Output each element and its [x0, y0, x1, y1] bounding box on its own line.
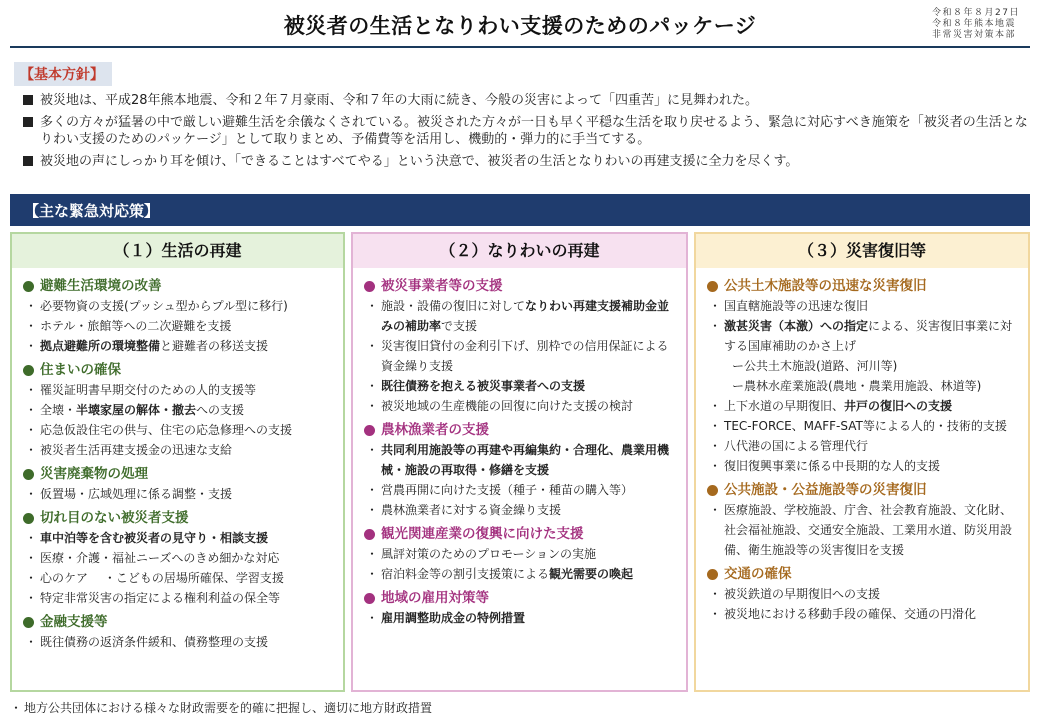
section-title: 交通の確保 [706, 564, 1020, 584]
list-item: ー農林水産業施設(農地・農業用施設、林道等) [732, 379, 982, 393]
policy-item: 被災地は、平成28年熊本地震、令和２年７月豪雨、令和７年の大雨に続き、今般の災害によって「四重苦」に見舞われた。 [22, 92, 1032, 109]
list-item: ー公共土木施設(道路、河川等) [732, 359, 898, 373]
list-item [706, 604, 1020, 624]
measure-section [22, 612, 335, 652]
emphasized-text: 観光需要の喚起 [549, 567, 634, 581]
section-title: 地域の雇用対策等 [363, 588, 678, 608]
list-item [363, 440, 678, 480]
item-text: 国直轄施設等の迅速な復旧 [724, 299, 869, 313]
basic-policy-list [22, 92, 1032, 175]
item-text: 施設・設備の復旧に対して [381, 299, 526, 313]
list-item [706, 296, 1020, 316]
measure-list [363, 440, 678, 520]
list-item [22, 588, 335, 608]
list-item [706, 396, 1020, 416]
measure-section [706, 564, 1020, 624]
column-body [696, 268, 1028, 624]
measure-section [363, 276, 678, 416]
policy-item: 被災地の声にしっかり耳を傾け、「できることはすべてやる」という決意で、被災者の生活となりわいの再建支援に全力を尽くす。 [22, 153, 1032, 170]
emphasized-text: なりわい再建支援補助金並みの補助率 [381, 299, 670, 333]
footnote: ・ 地方公共団体における様々な財政需要を的確に把握し、適切に地方財政措置 [24, 700, 432, 716]
item-text: 特定非常災害の指定による権利利益の保全等 [40, 591, 281, 605]
list-item [22, 568, 335, 588]
measure-section [22, 508, 335, 608]
list-item [363, 296, 678, 336]
list-item [363, 500, 678, 520]
item-text: 営農再開に向けた支援（種子・種苗の購入等） [381, 483, 634, 497]
measure-section [363, 420, 678, 520]
list-item [706, 436, 1020, 456]
item-text: 被災鉄道の早期復旧への支援 [724, 587, 881, 601]
section-title: 金融支援等 [22, 612, 335, 632]
section-title: 避難生活環境の改善 [22, 276, 335, 296]
item-text: 応急仮設住宅の供与、住宅の応急修理への支援 [40, 423, 293, 437]
list-item [22, 484, 335, 504]
measure-list [706, 500, 1020, 560]
measure-list [22, 632, 335, 652]
item-text: 復旧復興事業に係る中長期的な人的支援 [724, 459, 941, 473]
column-title: （２）なりわいの再建 [353, 234, 686, 268]
item-text: による、災害復旧事業に対する国庫補助のかさ上げ [724, 319, 1013, 353]
issuer-date-block [932, 8, 1020, 41]
item-text: 罹災証明書早期交付のための人的支援等 [40, 383, 257, 397]
list-item [363, 564, 678, 584]
list-item [363, 480, 678, 500]
section-title: 被災事業者等の支援 [363, 276, 678, 296]
emphasized-text: 既往債務を抱える被災事業者への支援 [381, 379, 586, 393]
measures-banner: 【主な緊急対応策】 [10, 194, 1030, 226]
list-item [706, 316, 1020, 356]
item-text: 被災地における移動手段の確保、交通の円滑化 [724, 607, 977, 621]
list-item [22, 440, 335, 460]
section-title: 住まいの確保 [22, 360, 335, 380]
basic-policy-label: 【基本方針】 [14, 62, 112, 86]
item-text: 医療施設、学校施設、庁舎、社会教育施設、文化財、社会福祉施設、交通安全施設、工業用水道、防災用設備、衛生施設等の災害復旧を支援 [724, 503, 1013, 557]
disaster-name: 令和８年熊本地震 [932, 19, 1017, 29]
list-item [22, 380, 335, 400]
list-item [363, 396, 678, 416]
column-livelihood-reconstruction [10, 232, 345, 692]
list-item [22, 420, 335, 440]
list-item [363, 608, 678, 628]
item-text: 全壊・ [40, 403, 77, 417]
issuing-body: 非常災害対策本部 [932, 30, 1017, 40]
list-item [22, 316, 335, 336]
list-item [706, 456, 1020, 476]
measure-section [706, 276, 1020, 476]
measure-list [363, 608, 678, 628]
column-title: （３）災害復旧等 [696, 234, 1028, 268]
item-text: 災害復旧貸付の金利引下げ、別枠での信用保証による資金繰り支援 [381, 339, 669, 373]
list-item [363, 376, 678, 396]
section-title: 公共施設・公益施設等の災害復旧 [706, 480, 1020, 500]
measure-list [22, 528, 335, 608]
list-item [363, 544, 678, 564]
emphasized-text: 雇用調整助成金の特例措置 [381, 611, 526, 625]
measure-list [706, 296, 1020, 476]
item-text: で支援 [441, 319, 478, 333]
measure-section [363, 588, 678, 628]
list-item [22, 296, 335, 316]
item-text: 被災地域の生産機能の回復に向けた支援の検討 [381, 399, 634, 413]
column-body [353, 268, 686, 628]
item-text: 既往債務の返済条件緩和、債務整理の支援 [40, 635, 269, 649]
list-item [22, 528, 335, 548]
header [10, 8, 1030, 44]
measure-list [22, 296, 335, 356]
title-divider [10, 46, 1030, 48]
item-text: への支援 [196, 403, 245, 417]
measure-section [22, 360, 335, 460]
measure-list [363, 544, 678, 584]
section-title: 災害廃棄物の処理 [22, 464, 335, 484]
list-item [706, 584, 1020, 604]
item-text: 宿泊料金等の割引支援策による [381, 567, 550, 581]
emphasized-text: 共同利用施設等の再建や再編集約・合理化、農業用機械・施設の再取得・修繕を支援 [381, 443, 670, 477]
column-title: （１）生活の再建 [12, 234, 343, 268]
section-title: 農林漁業者の支援 [363, 420, 678, 440]
item-text: 仮置場・広域処理に係る調整・支援 [40, 487, 233, 501]
section-title: 観光関連産業の復興に向けた支援 [363, 524, 678, 544]
item-text: 八代港の国による管理代行 [724, 439, 869, 453]
list-item [706, 500, 1020, 560]
list-item [363, 336, 678, 376]
list-item [22, 632, 335, 652]
policy-item: 多くの方々が猛暑の中で厳しい避難生活を余儀なくされている。被災された方々が一日も早く平穏な生活を取り戻せるよう、緊急に対応すべき施策を「被災者の生活となりわい支援のためのパッケージ」として取りまとめ、予備費等を活用し、機動的・弾力的に手当てする。 [22, 114, 1032, 148]
measure-list [706, 584, 1020, 624]
page-title: 被災者の生活となりわい支援のためのパッケージ [283, 14, 757, 38]
list-item [22, 548, 335, 568]
measure-list [22, 484, 335, 504]
emphasized-text: 半壊家屋の解体・撤去 [76, 403, 197, 417]
item-text: と避難者の移送支援 [160, 339, 269, 353]
measure-section [22, 276, 335, 356]
item-text: ホテル・旅館等への二次避難を支援 [40, 319, 232, 333]
measure-section [706, 480, 1020, 560]
measure-section [363, 524, 678, 584]
item-text: 心のケア ・こどもの居場所確保、学習支援 [40, 571, 284, 585]
section-title: 切れ目のない被災者支援 [22, 508, 335, 528]
item-text: 上下水道の早期復旧、 [724, 399, 845, 413]
section-title: 公共土木施設等の迅速な災害復旧 [706, 276, 1020, 296]
item-text: TEC-FORCE、MAFF-SAT等による人的・技術的支援 [724, 419, 1007, 433]
emphasized-text: 車中泊等を含む被災者の見守り・相談支援 [40, 531, 269, 545]
measure-section [22, 464, 335, 504]
emphasized-text: 井戸の復旧への支援 [844, 399, 953, 413]
emphasized-text: 拠点避難所の環境整備 [40, 339, 161, 353]
item-text: 必要物資の支援(プッシュ型からプル型に移行) [40, 299, 288, 313]
list-item [22, 336, 335, 356]
item-text: 医療・介護・福祉ニーズへのきめ細かな対応 [40, 551, 280, 565]
list-item [706, 416, 1020, 436]
emphasized-text: 激甚災害（本激）への指定 [724, 319, 869, 333]
item-text: 風評対策のためのプロモーションの実施 [381, 547, 597, 561]
item-text: 農林漁業者に対する資金繰り支援 [381, 503, 562, 517]
column-disaster-recovery [694, 232, 1030, 692]
item-text: 被災者生活再建支援金の迅速な支給 [40, 443, 233, 457]
column-business-reconstruction [351, 232, 688, 692]
list-item [22, 400, 335, 420]
column-body [12, 268, 343, 652]
issue-date: 令和８年８月27日 [932, 8, 1020, 18]
measure-list [22, 380, 335, 460]
measure-list [363, 296, 678, 416]
